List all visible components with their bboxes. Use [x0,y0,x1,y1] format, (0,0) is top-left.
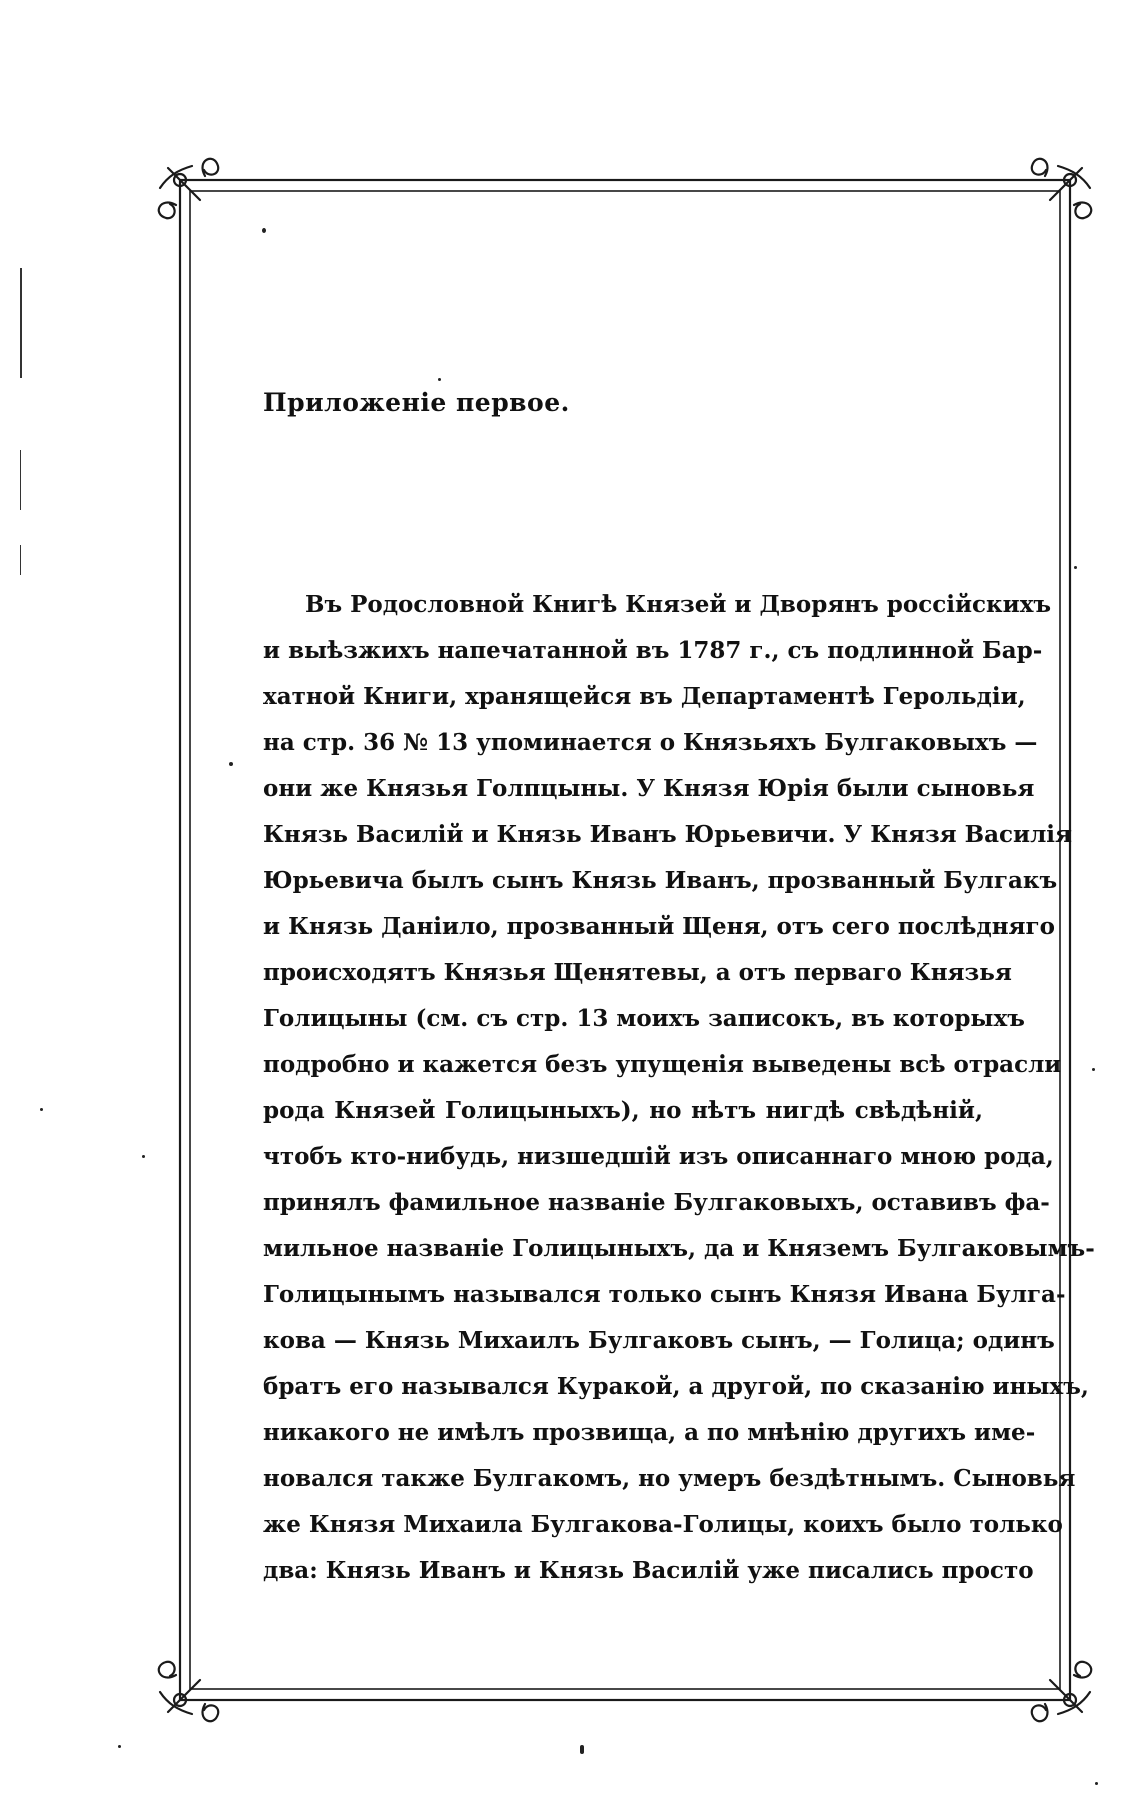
scan-speck [580,1745,584,1754]
text-line: братъ его назывался Куракой, а другой, по сказанію иныхъ, [263,1373,1089,1400]
text-line: принялъ фамильное названіе Булгаковыхъ, оставивъ фа- [263,1189,1050,1216]
body-paragraph [263,582,1095,1594]
margin-rule [20,450,21,510]
corner-ornament-top-right [1032,159,1091,218]
corner-ornament-top-left [159,159,218,218]
text-line: Въ Родословной Книгѣ Князей и Дворянъ россійскихъ [305,591,1052,618]
text-line: и Князь Даніило, прозванный Щеня, отъ сего послѣдняго [263,913,1055,940]
scan-speck [142,1155,145,1158]
scan-speck [1074,566,1077,569]
scan-speck [1092,1068,1095,1071]
text-line: же Князя Михаила Булгакова-Голицы, коихъ было только [263,1511,1063,1538]
text-line: происходятъ Князья Щенятевы, а отъ перваго Князья [263,959,1012,986]
margin-rule [20,268,22,378]
text-line: мильное названіе Голицыныхъ, да и Княземъ Булгаковымъ- [263,1235,1095,1262]
text-line: подробно и кажется безъ упущенія выведены всѣ отрасли [263,1051,1062,1078]
text-line: новался также Булгакомъ, но умеръ бездѣтнымъ. Сыновья [263,1465,1076,1492]
text-line: рода Князей Голицыныхъ), но нѣтъ нигдѣ свѣдѣній, [263,1097,983,1124]
text-line: Юрьевича былъ сынъ Князь Иванъ, прозванный Булгакъ [263,867,1058,894]
margin-rule [20,545,21,575]
scan-speck [262,228,266,233]
scan-speck [1095,1782,1098,1785]
text-line: хатной Книги, хранящейся въ Департаментѣ Герольдіи, [263,683,1026,710]
text-line: никакого не имѣлъ прозвища, а по мнѣнію другихъ име- [263,1419,1036,1446]
scan-speck [229,762,233,766]
text-line: кова — Князь Михаилъ Булгаковъ сынъ, — Голица; одинъ [263,1327,1055,1354]
text-line: два: Князь Иванъ и Князь Василій уже писались просто [263,1557,1034,1584]
text-line: они же Князья Голпцыны. У Князя Юрія были сыновья [263,775,1035,802]
text-line: и выѣзжихъ напечатанной въ 1787 г., съ подлинной Бар- [263,637,1043,664]
text-line: Голицынымъ назывался только сынъ Князя Ивана Булга- [263,1281,1066,1308]
scan-speck [118,1745,121,1748]
text-line: Князь Василій и Князь Иванъ Юрьевичи. У Князя Василія [263,821,1073,848]
text-line: чтобъ кто-нибудь, низшедшій изъ описаннаго мною рода, [263,1143,1054,1170]
corner-ornament-bottom-right [1032,1662,1091,1721]
scan-speck [438,378,441,381]
text-line: Голицыны (см. съ стр. 13 моихъ записокъ, въ которыхъ [263,1005,1025,1032]
scan-speck [40,1108,43,1111]
text-line: на стр. 36 № 13 упоминается о Князьяхъ Булгаковыхъ — [263,729,1038,756]
appendix-heading: Приложеніе первое. [263,388,570,417]
corner-ornament-bottom-left [159,1662,218,1721]
